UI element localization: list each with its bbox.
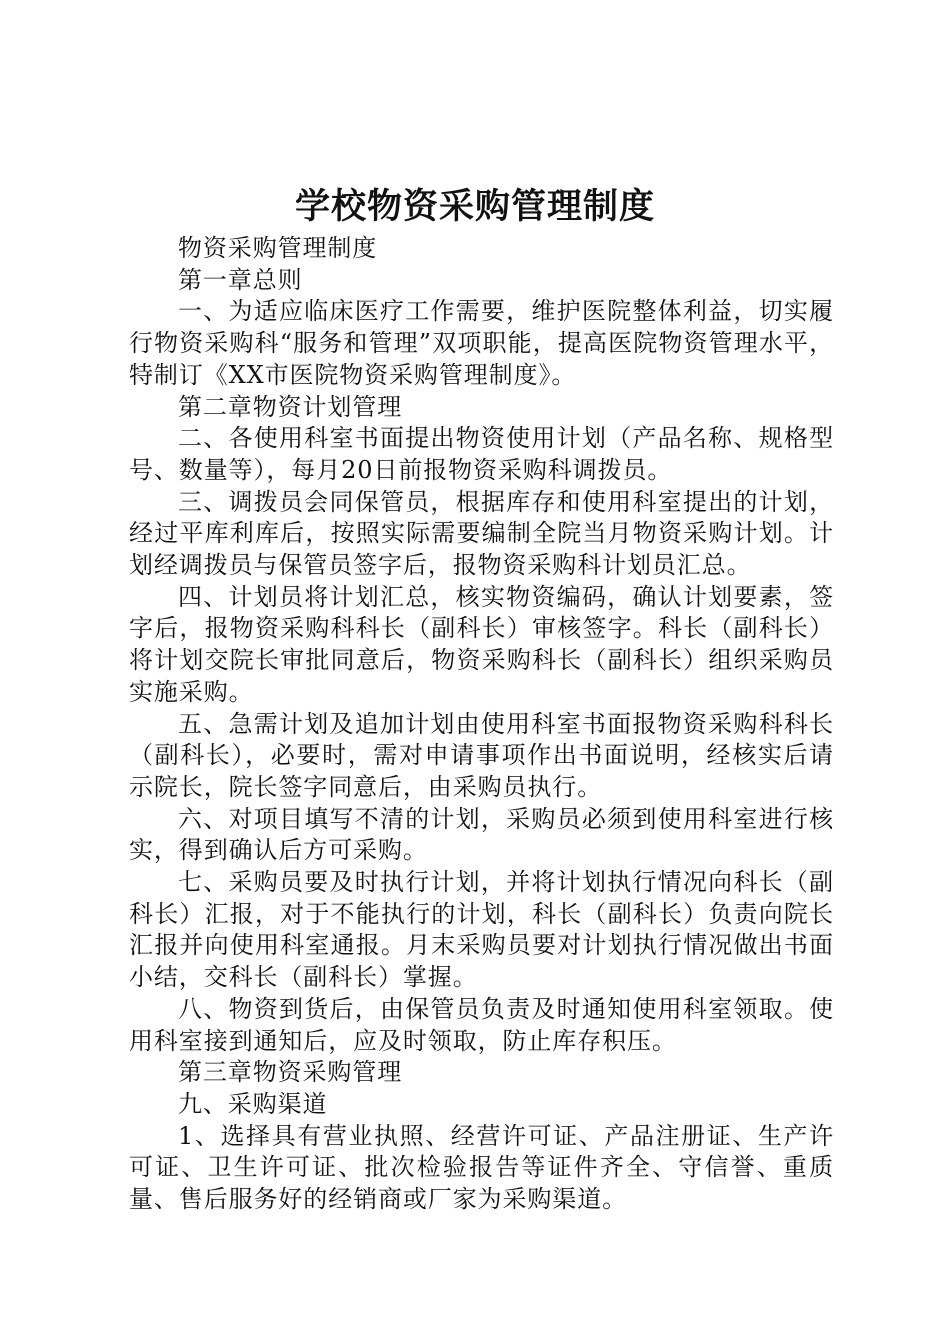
paragraph: 三、调拨员会同保管员，根据库存和使用科室提出的计划，经过平库利库后，按照实际需要编制全院当月物资采购计划。计划经调拨员与保管员签字后，报物资采购科计划员汇总。 <box>129 487 834 580</box>
paragraph: 一、为适应临床医疗工作需要，维护医院整体利益，切实履行物资采购科“服务和管理”双项职能，提高医院物资管理水平，特制订《XX市医院物资采购管理制度》。 <box>129 297 834 389</box>
document-title: 学校物资采购管理制度 <box>294 187 655 227</box>
doc-subtitle: 物资采购管理制度 <box>178 234 378 262</box>
paragraph: 五、急需计划及追加计划由使用科室书面报物资采购科科长（副科长），必要时，需对申请事项作出书面说明，经核实后请示院长，院长签字同意后，由采购员执行。 <box>129 709 834 801</box>
paragraph: 1、选择具有营业执照、经营许可证、产品注册证、生产许可证、卫生许可证、批次检验报告等证件齐全、守信誉、重质量、售后服务好的经销商或厂家为采购渠道。 <box>129 1121 834 1214</box>
paragraph: 二、各使用科室书面提出物资使用计划（产品名称、规格型号、数量等），每月20日前报物资采购科调拨员。 <box>129 424 834 484</box>
paragraph: 六、对项目填写不清的计划，采购员必须到使用科室进行核实，得到确认后方可采购。 <box>129 804 834 865</box>
paragraph: 四、计划员将计划汇总，核实物资编码，确认计划要素，签字后，报物资采购科科长（副科长）审核签字。科长（副科长）将计划交院长审批同意后，物资采购科长（副科长）组织采购员实施采购。 <box>129 582 834 706</box>
document-body <box>129 233 834 1216</box>
chapter-heading: 第三章物资采购管理 <box>178 1058 403 1087</box>
paragraph: 七、采购员要及时执行计划，并将计划执行情况向科长（副科长）汇报，对于不能执行的计划，科长（副科长）负责向院长汇报并向使用科室通报。月末采购员要对计划执行情况做出书面小结，交科长（副科长）掌握。 <box>129 868 834 992</box>
chapter-heading: 第一章总则 <box>178 265 303 294</box>
section-heading: 九、采购渠道 <box>178 1089 328 1118</box>
chapter-heading: 第二章物资计划管理 <box>178 392 403 421</box>
paragraph: 八、物资到货后，由保管员负责及时通知使用科室领取。使用科室接到通知后，应及时领取，防止库存积压。 <box>129 994 834 1055</box>
